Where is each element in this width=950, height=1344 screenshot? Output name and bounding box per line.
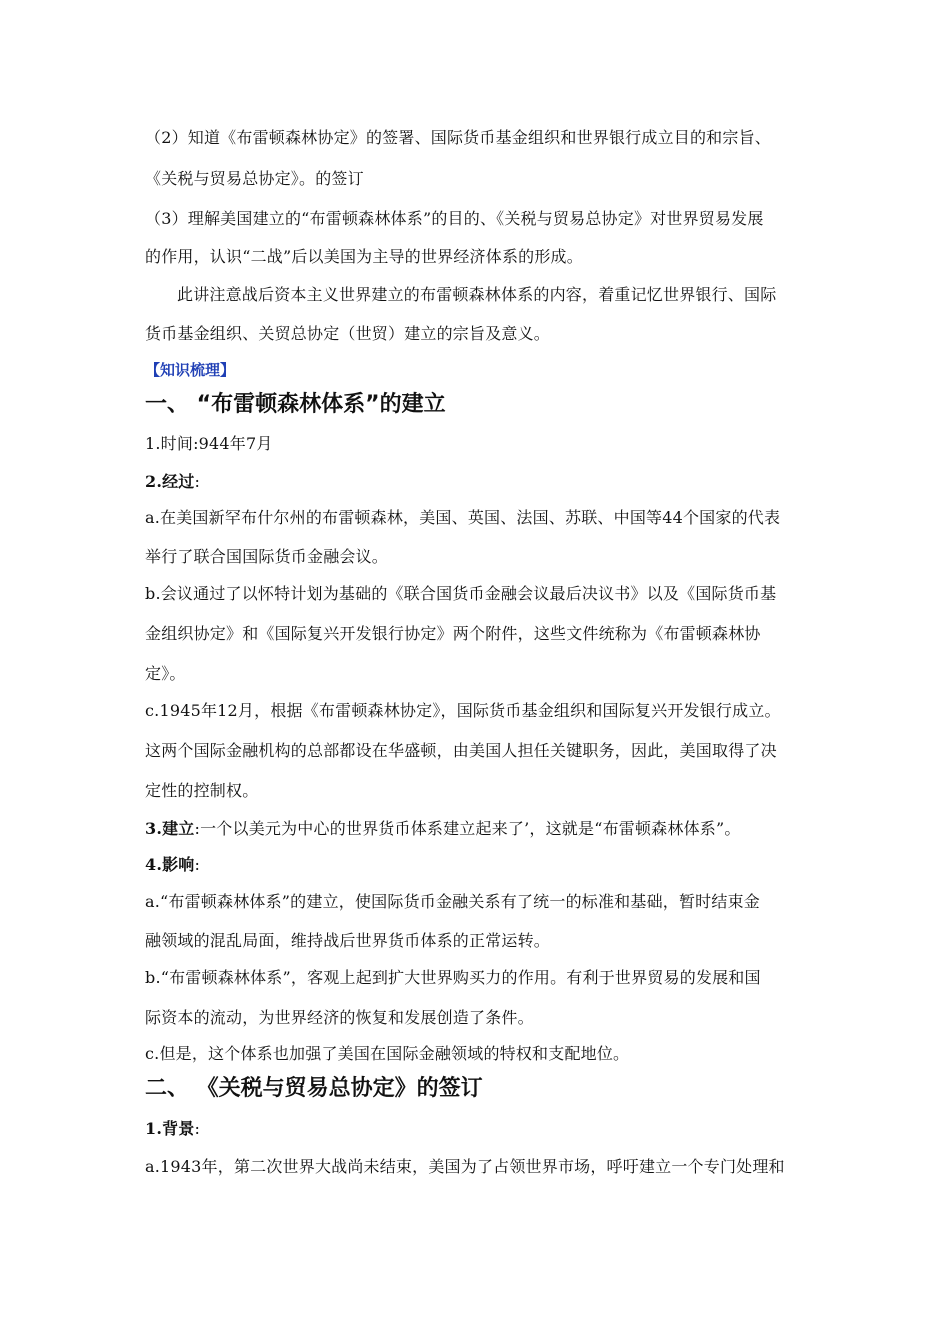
background-label: 1.背景 [145, 1119, 195, 1138]
objective-2-line-2: 《关税与贸易总协定》。的签订 [145, 169, 364, 188]
process-b-line-1: b.会议通过了以怀特计划为基础的《联合国货币金融会议最后决议书》以及《国际货币基 [145, 584, 777, 603]
section-2-heading: 二、 《关税与贸易总协定》的签订 [145, 1076, 483, 1101]
study-note-line-2: 货币基金组织、关贸总协定（世贸）建立的宗旨及意义。 [145, 324, 551, 343]
impact-c-line-1: c.但是，这个体系也加强了美国在国际金融领域的特权和支配地位。 [145, 1044, 630, 1063]
impact-a-line-2: 融领域的混乱局面，维持战后世界货币体系的正常运转。 [145, 931, 551, 950]
establish-line [145, 817, 835, 841]
process-a-line-2: 举行了联合国国际货币金融会议。 [145, 547, 389, 566]
impact-b-line-2: 际资本的流动，为世界经济的恢复和发展创造了条件。 [145, 1008, 534, 1027]
objective-2-line-1: （2）知道《布雷顿森林协定》的签署、国际货币基金组织和世界银行成立目的和宗旨、 [145, 128, 771, 147]
background-line [145, 1117, 835, 1141]
background-colon: : [194, 1119, 201, 1138]
process-b-line-3: 定》。 [145, 664, 186, 683]
impact-label: 4.影响 [145, 855, 195, 874]
impact-b-line-1: b.“布雷顿森林体系”，客观上起到扩大世界购买力的作用。有利于世界贸易的发展和国 [145, 968, 761, 987]
time-line: 1.时间:944年7月 [145, 434, 273, 453]
process-c-line-2: 这两个国际金融机构的总部都设在华盛顿，由美国人担任关键职务，因此，美国取得了决 [145, 741, 777, 760]
process-c-line-1: c.1945年12月，根据《布雷顿森林协定》，国际货币基金组织和国际复兴开发银行成立。 [145, 701, 781, 720]
objective-3-line-2: 的作用，认识“二战”后以美国为主导的世界经济体系的形成。 [145, 247, 583, 266]
process-colon: : [194, 472, 201, 491]
objective-3-line-1: （3）理解美国建立的“布雷顿森林体系”的目的、《关税与贸易总协定》对世界贸易发展 [145, 209, 764, 228]
process-b-line-2: 金组织协定》和《国际复兴开发银行协定》两个附件，这些文件统称为《布雷顿森林协 [145, 624, 761, 643]
impact-line [145, 853, 835, 877]
background-a-line-1: a.1943年，第二次世界大战尚未结束，美国为了占领世界市场，呼吁建立一个专门处理和 [145, 1157, 785, 1176]
impact-colon: : [194, 855, 201, 874]
knowledge-tag: 【知识梳理】 [145, 361, 236, 379]
establish-text: :一个以美元为中心的世界货币体系建立起来了’，这就是“布雷顿森林体系”。 [194, 819, 741, 838]
study-note-line-1: 此讲注意战后资本主义世界建立的布雷顿森林体系的内容，着重记忆世界银行、国际 [177, 285, 777, 304]
process-line [145, 470, 835, 494]
process-c-line-3: 定性的控制权。 [145, 781, 259, 800]
establish-label: 3.建立 [145, 819, 195, 838]
impact-a-line-1: a.“布雷顿森林体系”的建立，使国际货币金融关系有了统一的标准和基础，暂时结束金 [145, 892, 760, 911]
section-1-heading: 一、 “布雷顿森林体系”的建立 [145, 392, 446, 417]
process-a-line-1: a.在美国新罕布什尔州的布雷顿森林，美国、英国、法国、苏联、中国等44个国家的代表 [145, 508, 781, 527]
process-label: 2.经过 [145, 472, 195, 491]
